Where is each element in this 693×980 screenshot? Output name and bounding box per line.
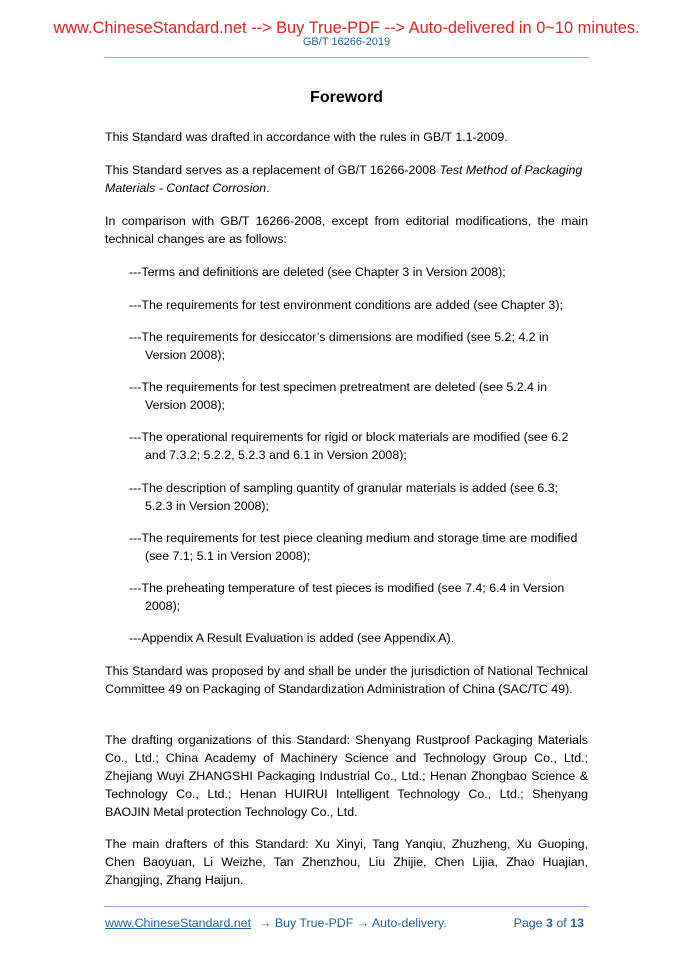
change-item xyxy=(129,529,588,565)
footer-divider xyxy=(104,906,589,907)
footer-purchase-text: → Buy True-PDF → Auto-delivery. xyxy=(259,916,447,930)
document-id: GB/T 16266-2019 xyxy=(302,36,391,48)
page-footer xyxy=(105,915,588,931)
paragraph-changes-intro: In comparison with GB/T 16266-2008, except from editorial modifications, the main technical changes are as follows: xyxy=(105,214,588,246)
change-item xyxy=(129,428,588,464)
change-item xyxy=(129,579,588,615)
change-line-1: ---The operational requirements for rigid or block materials are modified (see 6.2 xyxy=(129,430,569,444)
change-line-1: ---The requirements for desiccator’s dimensions are modified (see 5.2; 4.2 in xyxy=(129,330,549,344)
replacement-period: . xyxy=(266,181,270,195)
change-item xyxy=(129,328,588,364)
page-current: 3 xyxy=(546,916,553,930)
page-total: 13 xyxy=(570,916,584,930)
change-line-2: Version 2008); xyxy=(145,398,225,412)
change-line-1: ---Terms and definitions are deleted (see Chapter 3 in Version 2008); xyxy=(129,265,506,279)
promo-banner: www.ChineseStandard.net --> Buy True-PDF --> Auto-delivered in 0~10 minutes. xyxy=(53,19,640,37)
paragraph-drafting-organizations: The drafting organizations of this Standard: Shenyang Rustproof Packaging Materials Co., Ltd.; China Academy of Machinery Science and Technology Group Co., Ltd.; Zhejiang Wuyi ZHANGSHI Packaging Industrial Co., Ltd.; Henan Zhongbao Science & Technology Co., Ltd.; Henan HUIRUI Intelligent Technology Co., Ltd.; Shenyang BAOJIN Metal protection Technology Co., Ltd. xyxy=(105,733,588,819)
change-item xyxy=(129,378,588,414)
footer-site-link[interactable]: www.ChineseStandard.net xyxy=(105,916,252,930)
change-line-1: ---The requirements for test specimen pretreatment are deleted (see 5.2.4 in xyxy=(129,380,548,394)
change-line-2: (see 7.1; 5.1 in Version 2008); xyxy=(145,549,311,563)
change-line-1: ---The requirements for test environment conditions are added (see Chapter 3); xyxy=(129,298,563,312)
page-label: Page xyxy=(513,916,543,930)
header-divider xyxy=(104,57,589,58)
page-number xyxy=(514,915,584,931)
change-item xyxy=(129,629,588,647)
change-line-2: and 7.3.2; 5.2.2, 5.2.3 and 6.1 in Version 2008); xyxy=(145,448,407,462)
replaced-standard-title-part1: Test Method of Packaging xyxy=(439,163,583,177)
replaced-standard-title-part2: Materials - Contact Corrosion xyxy=(105,181,267,195)
paragraph-drafting-rules: This Standard was drafted in accordance with the rules in GB/T 1.1-2009. xyxy=(105,130,508,144)
paragraph-proposed: This Standard was proposed by and shall be under the jurisdiction of National Technical Committee 49 on Packaging of Standardization Administration of China (SAC/TC 49). xyxy=(105,664,588,696)
change-item xyxy=(129,296,588,314)
change-line-1: ---The preheating temperature of test pieces is modified (see 7.4; 6.4 in Version xyxy=(129,581,565,595)
change-item xyxy=(129,479,588,515)
change-line-1: ---The description of sampling quantity of granular materials is added (see 6.3; xyxy=(129,481,559,495)
change-item xyxy=(129,263,588,281)
change-line-1: ---Appendix A Result Evaluation is added (see Appendix A). xyxy=(129,631,455,645)
change-line-1: ---The requirements for test piece cleaning medium and storage time are modified xyxy=(129,531,578,545)
paragraph-drafters: The main drafters of this Standard: Xu Xinyi, Tang Yanqiu, Zhuzheng, Xu Guoping, Chen Baoyuan, Li Weizhe, Tan Zhenzhou, Liu Zhijie, Chen Lijia, Zhao Huajian, Zhangjing, Zhang Haijun. xyxy=(105,837,588,887)
replacement-text: This Standard serves as a replacement of GB/T 16266-2008 xyxy=(105,163,440,177)
page-of: of xyxy=(556,916,567,930)
change-line-2: 2008); xyxy=(145,599,181,613)
change-line-2: Version 2008); xyxy=(145,348,225,362)
change-line-2: 5.2.3 in Version 2008); xyxy=(145,499,269,513)
page-title: Foreword xyxy=(310,89,383,106)
paragraph-replacement xyxy=(105,161,588,197)
